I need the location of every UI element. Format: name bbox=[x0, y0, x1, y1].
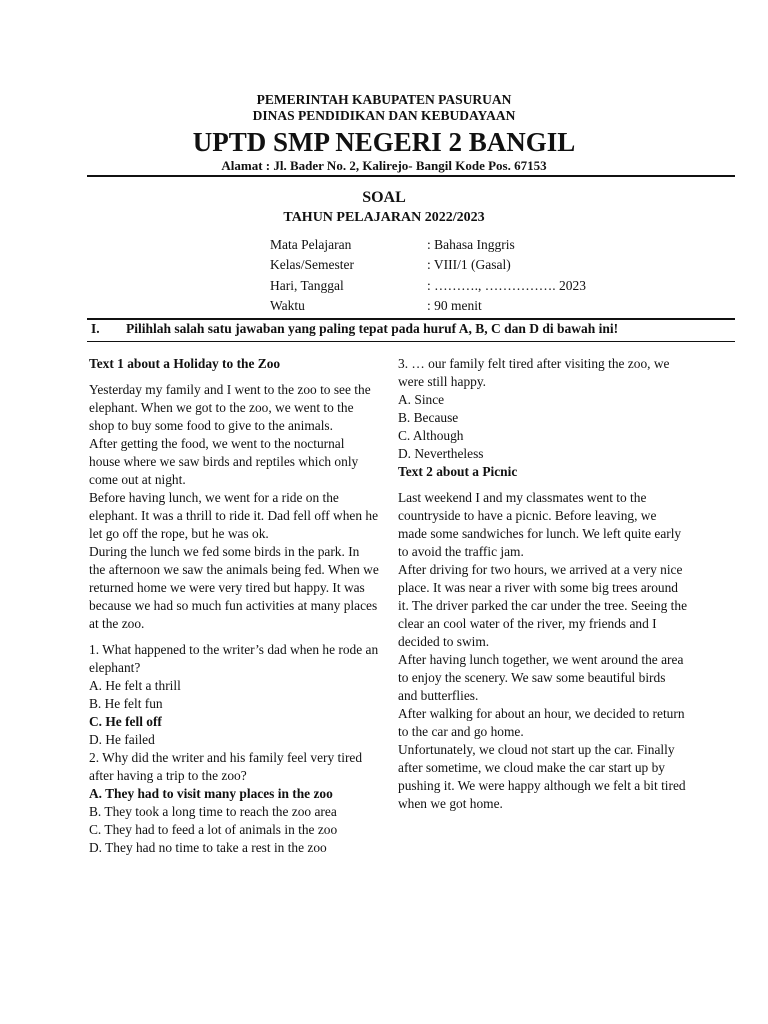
text2-paragraph: Unfortunately, we cloud not start up the car. Finally after sometime, we cloud make the car start up by pushing it. We were happy although we felt a bit tired when we got home. bbox=[398, 742, 686, 811]
option-1d: D. He failed bbox=[89, 732, 155, 747]
exam-info bbox=[270, 235, 670, 315]
text2-paragraph: After walking for about an hour, we decided to return to the car and go home. bbox=[398, 706, 685, 739]
question-2: 2. Why did the writer and his family feel very tired after having a trip to the zoo? bbox=[89, 750, 363, 783]
letterhead-divider bbox=[87, 175, 735, 177]
academic-year: TAHUN PELAJARAN 2022/2023 bbox=[283, 210, 485, 225]
text1-paragraph: After getting the food, we went to the nocturnal house where we saw birds and reptiles which only come out at night. bbox=[89, 436, 359, 487]
meta-row-date bbox=[270, 276, 670, 296]
government-name: PEMERINTAH KABUPATEN PASURUAN bbox=[256, 92, 512, 107]
text2-title: Text 2 about a Picnic bbox=[398, 464, 518, 479]
meta-row-class bbox=[270, 255, 670, 275]
option-1a: A. He felt a thrill bbox=[89, 678, 181, 693]
option-3b: B. Because bbox=[398, 410, 459, 425]
option-3a: A. Since bbox=[398, 392, 445, 407]
text1-paragraph: During the lunch we fed some birds in the park. In the afternoon we saw the animals being fed. When we returned home we were very tired but happy. It was because we had so much fun activities at many places at the zoo. bbox=[89, 544, 379, 631]
meta-key: Mata Pelajaran bbox=[270, 237, 352, 252]
department-name: DINAS PENDIDIKAN DAN KEBUDAYAAN bbox=[252, 108, 516, 123]
left-column bbox=[89, 355, 379, 857]
text1-paragraph: Before having lunch, we went for a ride on the elephant. It was a thrill to ride it. Dad fell off when he let go off the rope, but he was ok. bbox=[89, 490, 379, 541]
meta-row-time bbox=[270, 296, 670, 316]
option-2a: A. They had to visit many places in the zoo bbox=[89, 786, 333, 801]
text1-title: Text 1 about a Holiday to the Zoo bbox=[89, 356, 281, 371]
instruction bbox=[91, 320, 735, 338]
option-2d: D. They had no time to take a rest in the zoo bbox=[89, 840, 327, 855]
text2-paragraph: After having lunch together, we went around the area to enjoy the scenery. We saw some beautiful birds and butterflies. bbox=[398, 652, 684, 703]
text2-paragraph: After driving for two hours, we arrived at a very nice place. It was near a river with some big trees around it. The driver parked the car under the tree. Seeing the clear an cool water of the river, my friends and I decided to swim. bbox=[398, 562, 688, 649]
school-name: UPTD SMP NEGERI 2 BANGIL bbox=[192, 127, 576, 157]
meta-value: : Bahasa Inggris bbox=[427, 237, 515, 252]
exam-title: SOAL bbox=[362, 189, 406, 206]
meta-value: : VIII/1 (Gasal) bbox=[427, 256, 511, 272]
question-3: 3. … our family felt tired after visiting the zoo, we were still happy. bbox=[398, 356, 670, 389]
right-column bbox=[398, 355, 688, 813]
option-1c: C. He fell off bbox=[89, 714, 162, 729]
meta-key: Hari, Tanggal bbox=[270, 278, 344, 293]
option-3d: D. Nevertheless bbox=[398, 446, 484, 461]
option-2c: C. They had to feed a lot of animals in the zoo bbox=[89, 822, 338, 837]
meta-row-subject bbox=[270, 235, 670, 255]
option-2b: B. They took a long time to reach the zoo area bbox=[89, 804, 337, 819]
option-3c: C. Although bbox=[398, 428, 464, 443]
school-address: Alamat : Jl. Bader No. 2, Kalirejo- Bangil Kode Pos. 67153 bbox=[221, 158, 547, 173]
instruction-bottom-rule bbox=[87, 341, 735, 342]
option-1b: B. He felt fun bbox=[89, 696, 163, 711]
letterhead bbox=[0, 92, 768, 174]
meta-key: Kelas/Semester bbox=[270, 256, 354, 272]
meta-value: : 90 menit bbox=[427, 297, 482, 313]
section-number: I. bbox=[91, 321, 100, 336]
meta-value: : ………., ……………. 2023 bbox=[427, 278, 587, 293]
instruction-text: Pilihlah salah satu jawaban yang paling tepat pada huruf A, B, C dan D di bawah ini! bbox=[126, 321, 619, 336]
meta-key: Waktu bbox=[270, 297, 305, 313]
text2-paragraph: Last weekend I and my classmates went to the countryside to have a picnic. Before leaving, we made some sandwiches for lunch. We left quite early to avoid the traffic jam. bbox=[398, 490, 682, 559]
text1-paragraph: Yesterday my family and I went to the zoo to see the elephant. When we got to the zoo, we went to the shop to buy some food to give to the animals. bbox=[89, 382, 371, 433]
question-1: 1. What happened to the writer’s dad when he rode an elephant? bbox=[89, 642, 379, 675]
